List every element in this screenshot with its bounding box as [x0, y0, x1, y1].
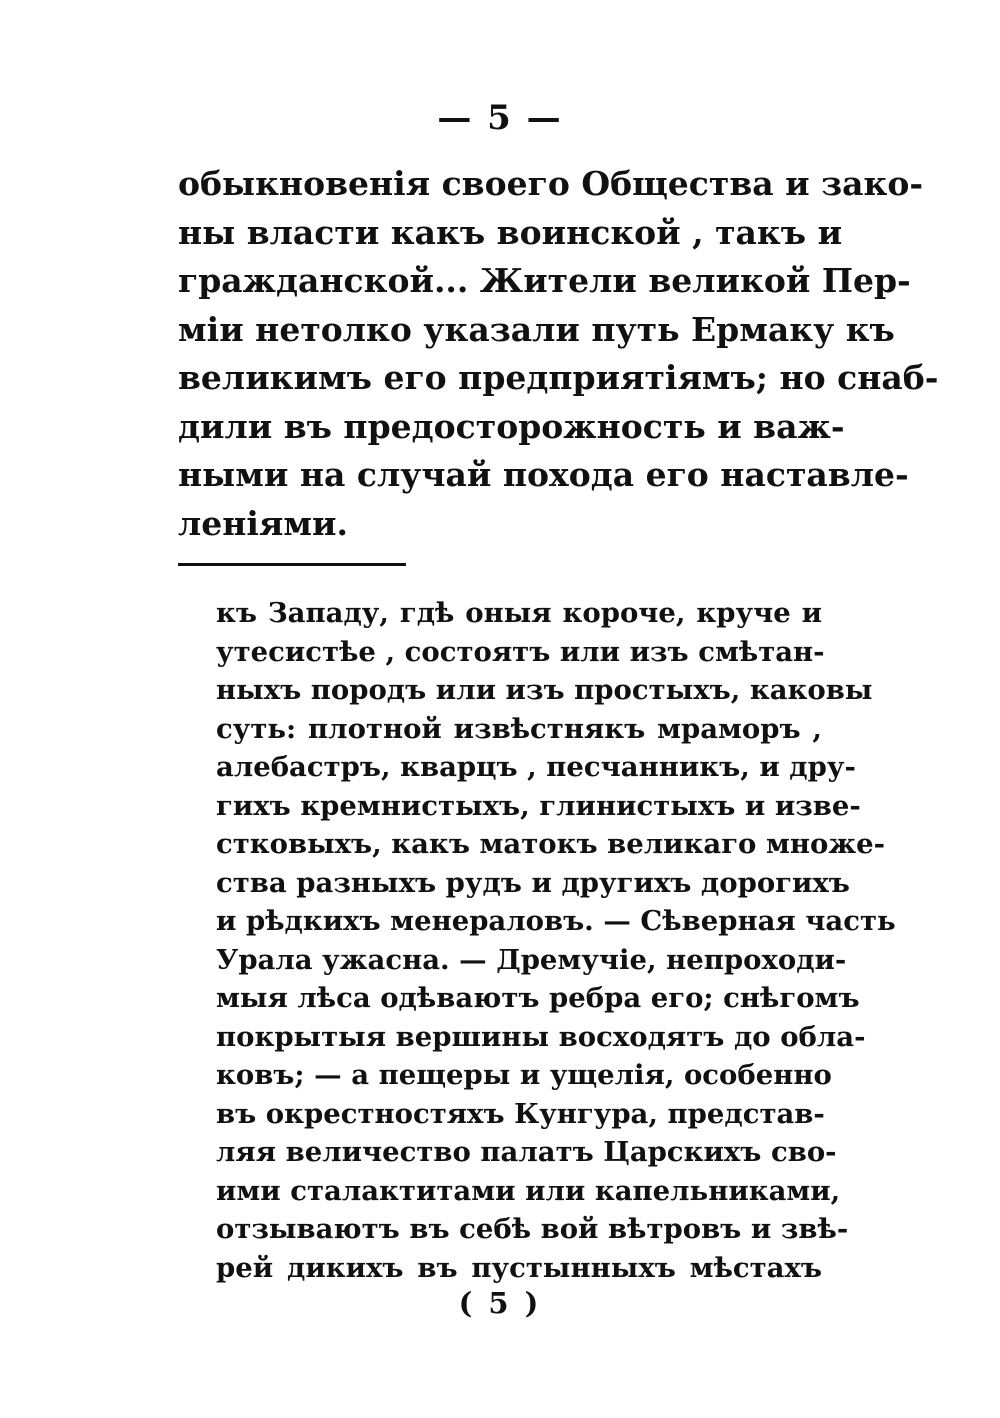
main-text-line: ны власти какъ воинской , такъ и — [178, 212, 843, 252]
footnote-line: суть: плотной извѣстнякъ мраморъ , — [216, 712, 822, 745]
main-text-line: обыкновенія своего Общества и зако- — [178, 164, 924, 203]
main-text-line: дили въ предосторожность и важ- — [178, 406, 845, 446]
footnote-line: ныхъ породъ или изъ простыхъ, каковы — [216, 674, 873, 706]
footnote-line: Урала ужасна. — Дремучіе, непроходи- — [216, 943, 847, 976]
main-body-text — [178, 160, 939, 548]
footnote-line: покрытыя вершины восходятъ до обла- — [216, 1020, 866, 1053]
footnote-line: рей дикихъ въ пустынныхъ мѣстахъ — [216, 1251, 822, 1284]
footnote-line: отзываютъ въ себѣ вой вѣтровъ и звѣ- — [216, 1213, 849, 1245]
main-text-line: великимъ его предприятіямъ; но снаб- — [178, 358, 939, 397]
footnote-line: ляя величество палатъ Царскихъ сво- — [216, 1136, 837, 1168]
footnote-marker: ( 5 ) — [458, 1286, 542, 1320]
footnote-line: стковыхъ, какъ матокъ великаго множе- — [216, 828, 885, 860]
footnote-line: ства разныхъ рудъ и другихъ дорогихъ — [216, 866, 850, 899]
main-text-line: леніями. — [178, 503, 348, 543]
main-text-line: міи нетолко указали путь Ермаку къ — [178, 309, 895, 349]
footnote-line: ковъ; — а пещеры и ущелія, особенно — [216, 1059, 832, 1091]
footnote-line: алебастръ, кварцъ , песчанникъ, и дру- — [216, 751, 856, 783]
footnote-text — [216, 594, 896, 1287]
footnote-line: утесистѣе , состоятъ или изъ смѣтан- — [216, 635, 825, 668]
main-text-line: гражданской... Жители великой Пер- — [178, 261, 911, 300]
footnote-line: мыя лѣса одѣваютъ ребра его; снѣгомъ — [216, 982, 860, 1014]
page-number-header: — 5 — — [437, 98, 563, 138]
main-text-line: ными на случай похода его наставле- — [178, 455, 909, 494]
footnote-divider — [178, 563, 406, 566]
footnote-line: въ окрестностяхъ Кунгура, представ- — [216, 1097, 825, 1130]
footnote-line: и рѣдкихъ менераловъ. — Сѣверная часть — [216, 905, 896, 937]
footnote-line: гихъ кремнистыхъ, глинистыхъ и изве- — [216, 789, 861, 822]
footnote-line: ими сталактитами или капельниками, — [216, 1174, 841, 1207]
footnote-line: къ Западу, гдѣ оныя короче, круче и — [216, 597, 822, 629]
